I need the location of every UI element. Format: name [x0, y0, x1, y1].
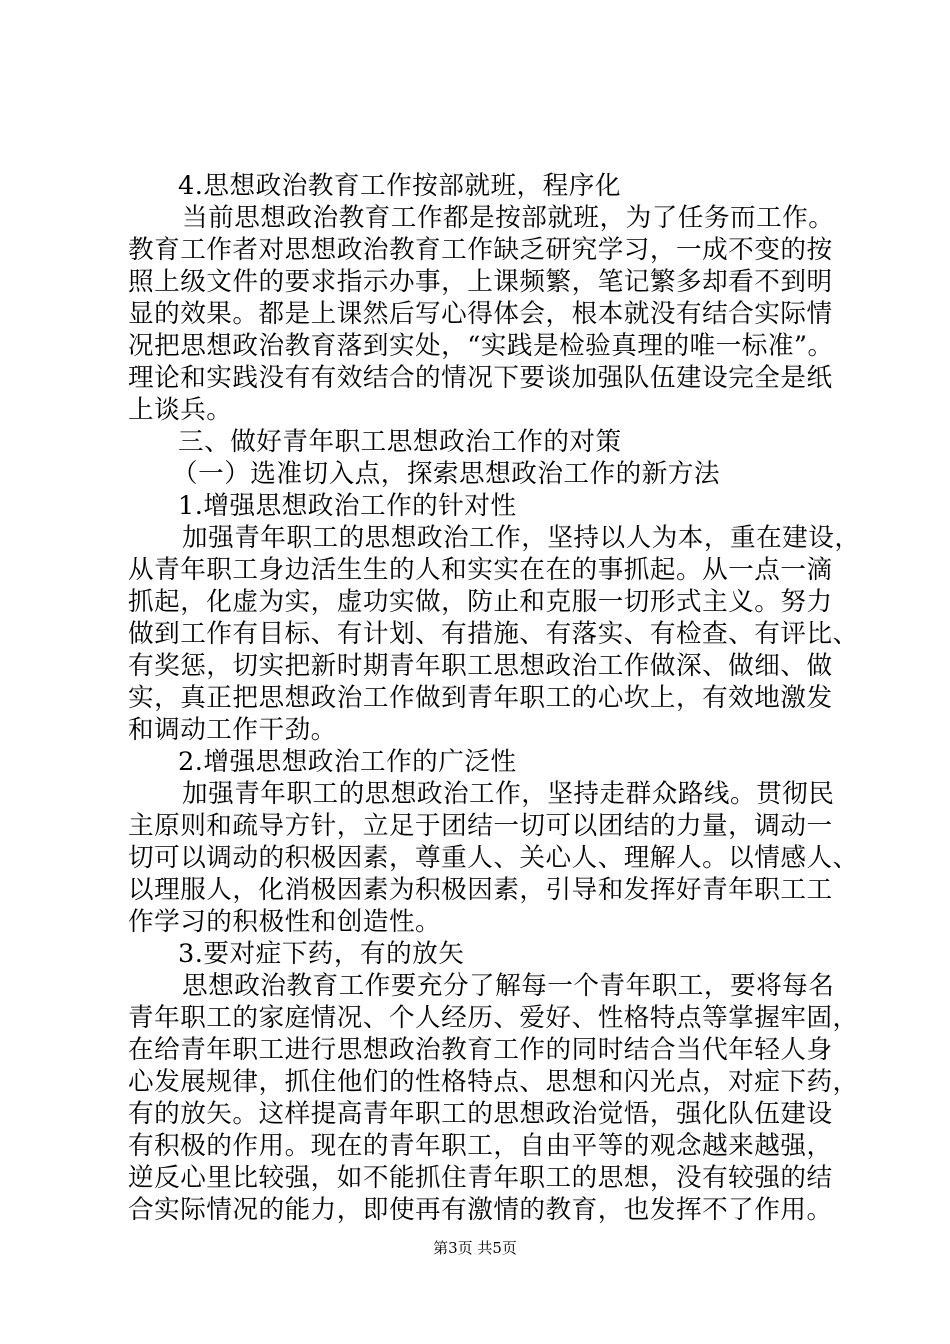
- paragraph-line: 教育工作者对思想政治教育工作缺乏研究学习，一成不变的按: [128, 235, 833, 265]
- page-footer: [0, 1238, 950, 1258]
- paragraph-line: 加强青年职工的思想政治工作，坚持走群众路线。贯彻民: [182, 779, 835, 809]
- section-heading: 4.思想政治教育工作按部就班，程序化: [178, 171, 621, 201]
- paragraph-line: 况把思想政治教育落到实处，“实践是检验真理的唯一标准”。: [128, 331, 834, 361]
- paragraph-line: 切可以调动的积极因素，尊重人、关心人、理解人。以情感人、: [128, 843, 859, 873]
- paragraph-line: 显的效果。都是上课然后写心得体会，根本就没有结合实际情: [128, 299, 833, 329]
- paragraph-line: 和调动工作干劲。: [128, 715, 337, 745]
- paragraph-line: 青年职工的家庭情况、个人经历、爱好、性格特点等掌握牢固，: [128, 1003, 859, 1033]
- section-heading: 三、做好青年职工思想政治工作的对策: [178, 427, 622, 457]
- paragraph-line: 有的放矢。这样提高青年职工的思想政治觉悟，强化队伍建设: [128, 1099, 833, 1129]
- paragraph-line: 思想政治教育工作要充分了解每一个青年职工，要将每名: [182, 971, 835, 1001]
- page-number: 第3页 共5页: [433, 1239, 517, 1257]
- paragraph-line: 作学习的积极性和创造性。: [128, 907, 442, 937]
- section-heading: 3.要对症下药，有的放矢: [178, 939, 465, 969]
- paragraph-line: 主原则和疏导方针，立足于团结一切可以团结的力量，调动一: [128, 811, 833, 841]
- paragraph-line: 当前思想政治教育工作都是按部就班，为了任务而工作。: [182, 203, 835, 233]
- paragraph-line: 实，真正把思想政治工作做到青年职工的心坎上，有效地激发: [128, 683, 833, 713]
- paragraph-line: 照上级文件的要求指示办事，上课频繁，笔记繁多却看不到明: [128, 267, 833, 297]
- section-heading: 1.增强思想政治工作的针对性: [178, 491, 517, 521]
- paragraph-line: 合实际情况的能力，即使再有激情的教育，也发挥不了作用。: [128, 1195, 833, 1225]
- paragraph-line: 上谈兵。: [128, 395, 233, 425]
- paragraph-line: 心发展规律，抓住他们的性格特点、思想和闪光点，对症下药，: [128, 1067, 859, 1097]
- paragraph-line: 逆反心里比较强，如不能抓住青年职工的思想，没有较强的结: [128, 1163, 833, 1193]
- subsection-heading: （一）选准切入点，探索思想政治工作的新方法: [172, 459, 720, 489]
- paragraph-line: 理论和实践没有有效结合的情况下要谈加强队伍建设完全是纸: [128, 363, 833, 393]
- paragraph-line: 抓起，化虚为实，虚功实做，防止和克服一切形式主义。努力: [128, 587, 833, 617]
- paragraph-line: 以理服人，化消极因素为积极因素，引导和发挥好青年职工工: [128, 875, 833, 905]
- paragraph-line: 有积极的作用。现在的青年职工，自由平等的观念越来越强，: [128, 1131, 833, 1161]
- paragraph-line: 做到工作有目标、有计划、有措施、有落实、有检查、有评比、: [128, 619, 859, 649]
- paragraph-line: 在给青年职工进行思想政治教育工作的同时结合当代年轻人身: [128, 1035, 833, 1065]
- paragraph-line: 加强青年职工的思想政治工作，坚持以人为本，重在建设，: [182, 523, 861, 553]
- section-heading: 2.增强思想政治工作的广泛性: [178, 747, 517, 777]
- paragraph-line: 从青年职工身边活生生的人和实实在在的事抓起。从一点一滴: [128, 555, 833, 585]
- paragraph-line: 有奖惩，切实把新时期青年职工思想政治工作做深、做细、做: [128, 651, 833, 681]
